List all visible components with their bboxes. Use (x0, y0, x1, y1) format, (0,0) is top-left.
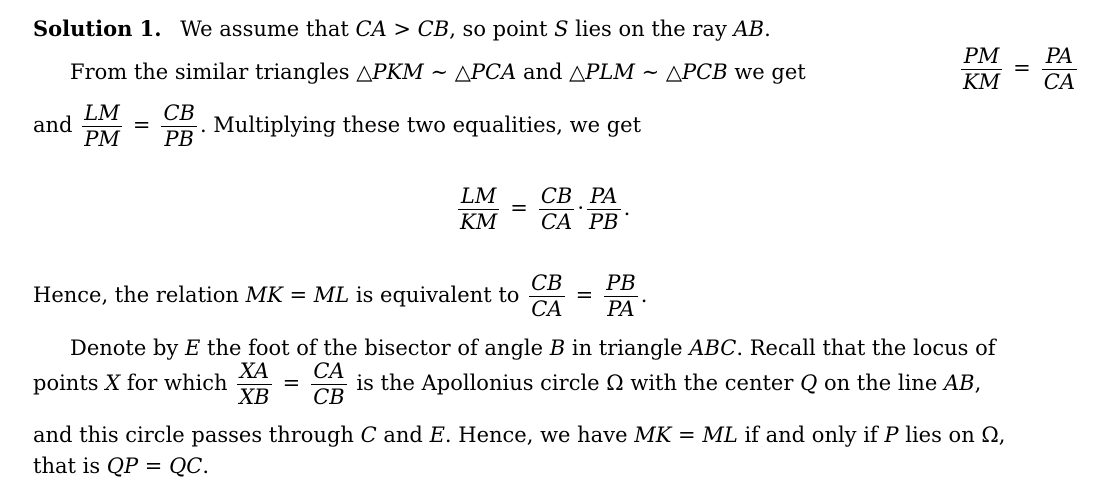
math-equals: = (510, 196, 528, 220)
math-var: AB (733, 17, 765, 41)
math-relation: MK = ML (245, 283, 350, 307)
display-equation (455, 186, 630, 233)
fraction: $\frac{LM}{PM}$ (84, 101, 120, 151)
text: if and only if (744, 423, 878, 447)
fraction: $\frac{LM}{KM}$ (460, 184, 498, 234)
text: and (522, 60, 563, 84)
math-var: S (554, 17, 569, 41)
math-triangle: △PKM (356, 60, 424, 84)
math-var: X (105, 371, 121, 395)
solution-line-2 (70, 44, 1080, 94)
text: and (383, 423, 423, 447)
text: that is (33, 454, 101, 478)
text: lies on Ω, (905, 423, 1006, 447)
math-relation: QP = QC (106, 454, 203, 478)
text: for which (126, 371, 228, 395)
text: . (640, 283, 648, 307)
text: we get (734, 60, 806, 84)
text: We assume that (180, 17, 349, 41)
text: the foot of the bisector of angle (207, 336, 544, 360)
solution-line-8 (33, 456, 209, 477)
solution-line-6 (33, 361, 981, 408)
text: . Hence, we have (444, 423, 628, 447)
text: . Multiplying these two equalities, we get (199, 113, 642, 137)
solution-line-7 (33, 425, 1005, 446)
text: . Recall that the locus of (736, 336, 996, 360)
math-var: C (360, 423, 377, 447)
text: lies on the ray (575, 17, 727, 41)
text: is equivalent to (355, 283, 520, 307)
math-similar: ∼ (430, 60, 449, 84)
text: and (33, 113, 73, 137)
math-triangle: △PCA (454, 60, 517, 84)
text: in triangle (571, 336, 683, 360)
solution-line-4 (33, 273, 647, 320)
text: on the line (823, 371, 938, 395)
fraction: $\frac{PA}{PB}$ (589, 184, 619, 234)
math-equals: = (282, 371, 301, 395)
math-equals: = (575, 283, 594, 307)
text: Hence, the relation (33, 283, 239, 307)
text: is the Apollonius circle Ω with the center (356, 371, 794, 395)
math-var: AB (943, 371, 975, 395)
fraction: $\frac{CB}{CA}$ (531, 271, 563, 321)
math-similar: ∼ (641, 60, 660, 84)
fraction: $\frac{CA}{CB}$ (313, 359, 345, 409)
text: . (623, 196, 631, 220)
math-dot: · (577, 196, 584, 220)
math-var: Q (800, 371, 818, 395)
text: . (764, 17, 771, 41)
math-inequality: CA > CB (355, 17, 450, 41)
math-var: B (549, 336, 566, 360)
text: and this circle passes through (33, 423, 354, 447)
math-var: P (884, 423, 899, 447)
fraction: $\frac{PM}{KM}$ (962, 44, 1001, 94)
math-triangle: △PCB (665, 60, 728, 84)
text: points (33, 371, 99, 395)
fraction: $\frac{CB}{CA}$ (540, 184, 573, 234)
fraction: $\frac{XA}{XB}$ (239, 359, 270, 409)
math-equals: = (1013, 56, 1031, 80)
math-relation: MK = ML (634, 423, 738, 447)
fraction: $\frac{CB}{PB}$ (163, 101, 195, 151)
text: , so point (449, 17, 548, 41)
math-var: E (429, 423, 445, 447)
math-var: ABC (689, 336, 737, 360)
fraction: $\frac{PB}{PA}$ (606, 271, 636, 321)
math-equals: = (132, 113, 151, 137)
math-triangle: △PLM (569, 60, 635, 84)
text: . (202, 454, 210, 478)
text: Denote by (70, 336, 179, 360)
solution-line-1 (33, 18, 771, 40)
text: From the similar triangles (70, 60, 350, 84)
fraction: $\frac{PA}{CA}$ (1043, 44, 1075, 94)
solution-line-5 (70, 338, 996, 359)
solution-line-3 (33, 103, 641, 150)
solution-heading: Solution 1. (33, 16, 162, 41)
text: , (974, 371, 982, 395)
math-var: E (184, 336, 201, 360)
